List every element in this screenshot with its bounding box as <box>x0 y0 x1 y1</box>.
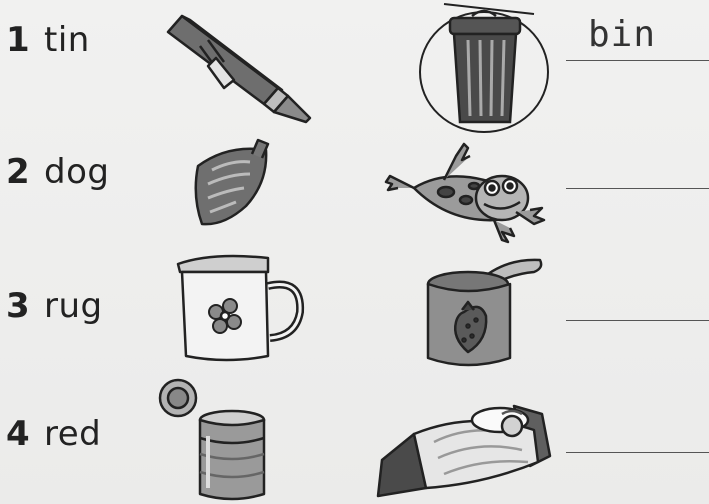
row-1-answer-line[interactable] <box>566 60 709 61</box>
trash-bin-icon <box>414 2 554 134</box>
tin-can-icon <box>156 376 272 502</box>
row-1-number: 1 <box>6 20 31 60</box>
pen-icon <box>160 10 320 125</box>
row-4-answer-line[interactable] <box>566 452 709 453</box>
row-2-label <box>6 152 109 192</box>
row-2-word: dog <box>44 152 110 192</box>
frog-icon <box>384 136 550 248</box>
row-3-label <box>6 286 103 326</box>
row-3-answer-line[interactable] <box>566 320 709 321</box>
jam-jar-icon <box>424 254 546 372</box>
row-1-label <box>6 20 90 60</box>
row-2-number: 2 <box>6 152 31 192</box>
bed-icon <box>374 400 558 502</box>
row-4-word: red <box>44 414 102 454</box>
row-4-number: 4 <box>6 414 31 454</box>
row-3-word: rug <box>44 286 103 326</box>
nut-icon <box>188 136 278 231</box>
row-4-label <box>6 414 101 454</box>
jug-icon <box>172 250 306 368</box>
row-2-answer-line[interactable] <box>566 188 709 189</box>
row-3-number: 3 <box>6 286 31 326</box>
row-1-answer: bin <box>588 14 657 55</box>
row-1-word: tin <box>44 20 90 60</box>
